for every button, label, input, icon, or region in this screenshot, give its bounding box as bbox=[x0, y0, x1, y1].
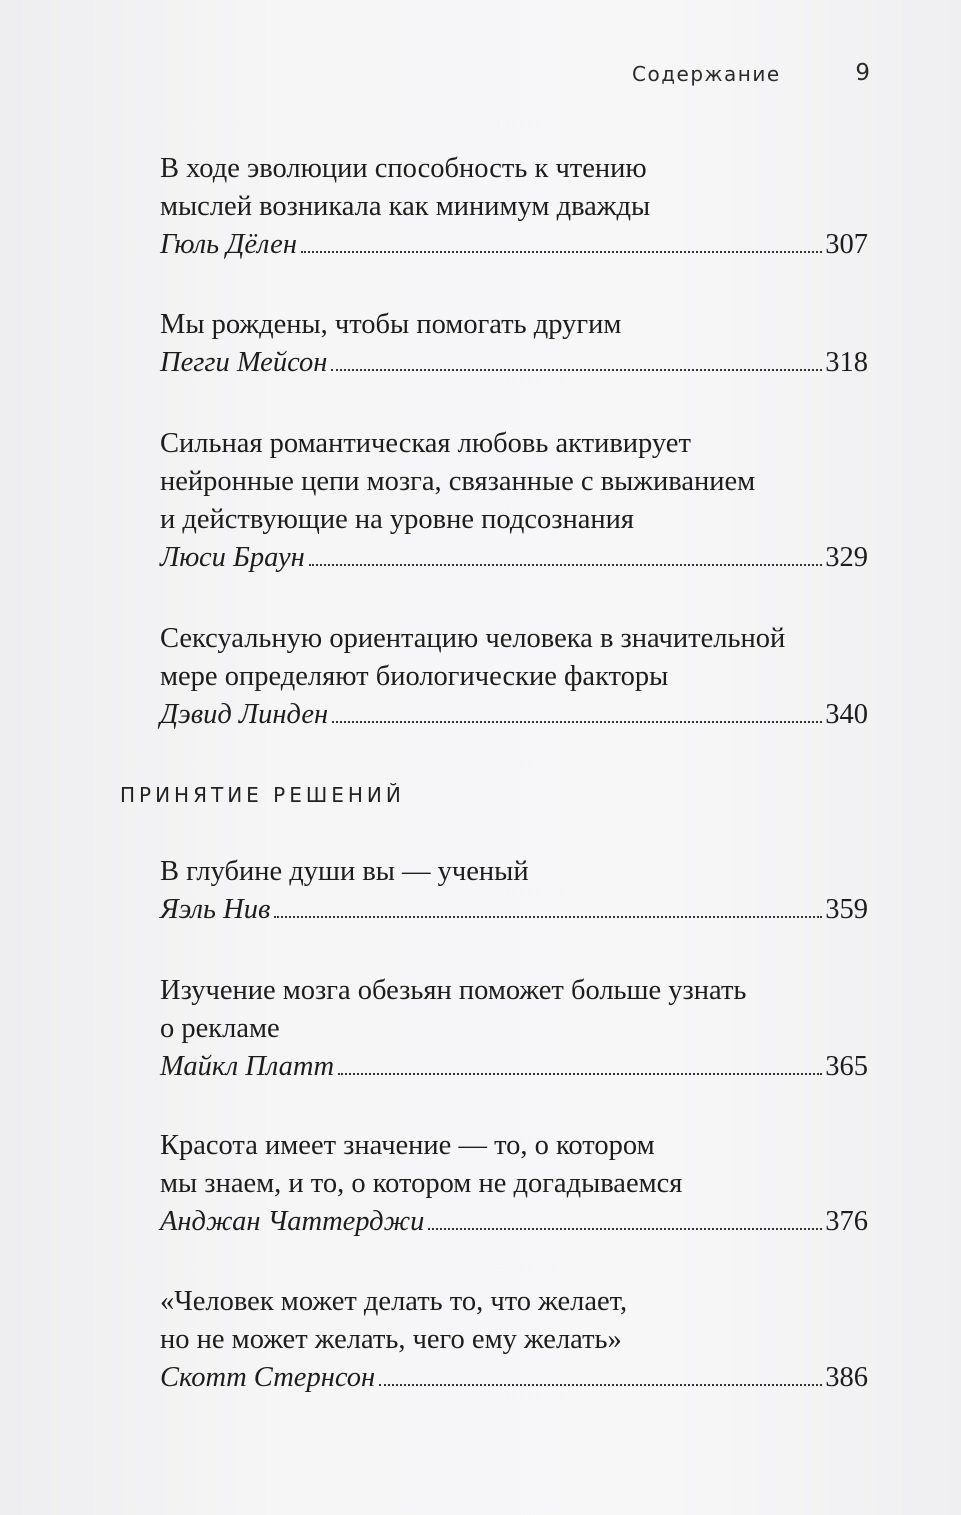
running-head bbox=[560, 62, 870, 98]
entry-page: 340 bbox=[825, 699, 868, 730]
entry-page: 307 bbox=[825, 229, 868, 260]
toc-entry bbox=[160, 150, 868, 264]
entry-author: Скотт Стернсон bbox=[160, 1362, 376, 1393]
dot-leader bbox=[332, 720, 822, 723]
entry-page: 359 bbox=[825, 894, 868, 925]
dot-leader bbox=[338, 1072, 822, 1075]
entry-author: Яэль Нив bbox=[160, 894, 271, 925]
toc-entry bbox=[160, 1127, 868, 1241]
entry-title-line: Сексуальную ориентацию человека в значительной bbox=[160, 623, 786, 654]
dot-leader bbox=[301, 250, 822, 253]
entry-author: Люси Браун bbox=[160, 542, 305, 573]
entry-title-line: нейронные цепи мозга, связанные с выживанием bbox=[160, 466, 756, 497]
entry-title-line: Мы рождены, чтобы помогать другим bbox=[160, 309, 622, 340]
entry-title-line: Красота имеет значение — то, о котором bbox=[160, 1130, 655, 1161]
dot-leader bbox=[428, 1227, 822, 1230]
entry-title-line: и действующие на уровне подсознания bbox=[160, 504, 634, 535]
entry-author: Пегги Мейсон bbox=[160, 347, 328, 378]
entry-title-line: В глубине души вы — ученый bbox=[160, 856, 529, 887]
entry-page: 365 bbox=[825, 1051, 868, 1082]
toc-entry bbox=[160, 425, 868, 577]
toc-entry bbox=[160, 620, 868, 734]
entry-title-line: но не может желать, чего ему желать» bbox=[160, 1324, 622, 1355]
dot-leader bbox=[274, 915, 822, 918]
section-heading: ПРИНЯТИЕ РЕШЕНИЙ bbox=[120, 783, 405, 807]
page-number: 9 bbox=[855, 60, 870, 86]
entry-author-line bbox=[160, 1359, 868, 1397]
entry-page: 318 bbox=[825, 347, 868, 378]
toc-entry bbox=[160, 306, 868, 382]
entry-author-line bbox=[160, 226, 868, 264]
dot-leader bbox=[331, 368, 822, 371]
toc-entry bbox=[160, 1283, 868, 1397]
entry-title-line: Сильная романтическая любовь активирует bbox=[160, 428, 691, 459]
entry-author-line bbox=[160, 1048, 868, 1086]
entry-title-line: В ходе эволюции способность к чтению bbox=[160, 153, 647, 184]
toc-entry bbox=[160, 972, 868, 1086]
entry-title-line: Изучение мозга обезьян поможет больше узнать bbox=[160, 975, 747, 1006]
entry-author-line bbox=[160, 539, 868, 577]
entry-title-line: «Человек может делать то, что желает, bbox=[160, 1286, 628, 1317]
entry-author: Анджан Чаттерджи bbox=[160, 1206, 425, 1237]
entry-author-line bbox=[160, 344, 868, 382]
dot-leader bbox=[379, 1383, 822, 1386]
entry-author: Майкл Платт bbox=[160, 1051, 335, 1082]
entry-author-line bbox=[160, 1203, 868, 1241]
entry-page: 386 bbox=[825, 1362, 868, 1393]
entry-author-line bbox=[160, 891, 868, 929]
toc-entry bbox=[160, 853, 868, 929]
entry-page: 329 bbox=[825, 542, 868, 573]
dot-leader bbox=[309, 563, 822, 566]
entry-title-line: мере определяют биологические факторы bbox=[160, 661, 669, 692]
entry-author: Гюль Дёлен bbox=[160, 229, 297, 260]
entry-page: 376 bbox=[825, 1206, 868, 1237]
entry-author-line bbox=[160, 696, 868, 734]
entry-author: Дэвид Линден bbox=[160, 699, 329, 730]
entry-title-line: мы знаем, и то, о котором не догадываемся bbox=[160, 1168, 683, 1199]
running-title: Содержание bbox=[632, 62, 781, 86]
entry-title-line: мыслей возникала как минимум дважды bbox=[160, 191, 651, 222]
entry-title-line: о рекламе bbox=[160, 1013, 280, 1044]
